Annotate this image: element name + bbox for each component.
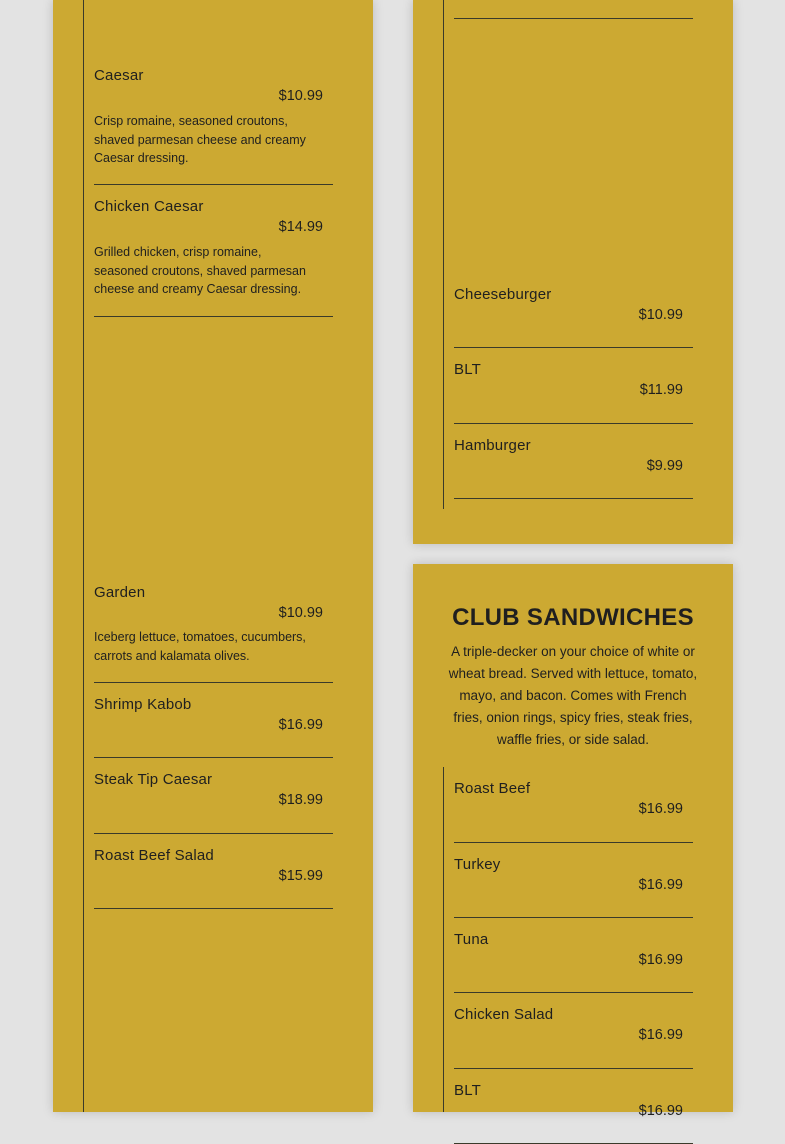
item-price: $16.99	[638, 801, 683, 817]
item-name: Turkey	[454, 856, 501, 873]
section-description: A triple-decker on your choice of white or wheat bread. Served with lettuce, tomato, mayo, and bacon. Comes with French fries, onion rings, spicy fries, steak fries, waffle fries, or side salad.	[448, 644, 698, 747]
item-price: $9.99	[646, 458, 683, 474]
menu-item	[454, 361, 693, 424]
item-name: Tuna	[454, 931, 489, 948]
menu-item	[94, 696, 333, 758]
item-price: $16.99	[278, 717, 323, 733]
burgers-card	[413, 0, 733, 544]
item-price: $16.99	[638, 877, 683, 893]
menu-item	[454, 1082, 693, 1144]
menu-item	[454, 437, 693, 499]
item-price: $10.99	[278, 605, 323, 621]
item-description: Iceberg lettuce, tomatoes, cucumbers, carrots and kalamata olives.	[94, 630, 306, 663]
item-price: $10.99	[278, 88, 323, 104]
menu-item	[454, 856, 693, 918]
item-name: Garden	[94, 584, 146, 601]
salads-divider-line	[83, 0, 84, 1112]
item-price: $15.99	[278, 868, 323, 884]
salads-card	[53, 0, 373, 1112]
burgers-divider-line	[443, 0, 444, 509]
item-price: $10.99	[638, 307, 683, 323]
item-name: BLT	[454, 361, 481, 378]
item-price: $11.99	[639, 382, 683, 398]
item-name: Roast Beef	[454, 780, 531, 797]
menu-item	[454, 780, 693, 843]
item-name: Caesar	[94, 67, 144, 84]
item-name: Steak Tip Caesar	[94, 771, 213, 788]
menu-item	[94, 847, 333, 909]
item-name: Hamburger	[454, 437, 531, 454]
menu-item	[94, 771, 333, 834]
top-rule	[454, 18, 693, 19]
item-price: $16.99	[638, 1027, 683, 1043]
item-price: $14.99	[278, 219, 323, 235]
item-price: $16.99	[638, 952, 683, 968]
section-title: CLUB SANDWICHES	[452, 604, 694, 631]
item-price: $18.99	[278, 792, 323, 808]
item-description: Grilled chicken, crisp romaine, seasoned croutons, shaved parmesan cheese and creamy Caesar dressing.	[94, 245, 306, 296]
item-name: Cheeseburger	[454, 286, 552, 303]
item-price: $16.99	[638, 1103, 683, 1119]
club-sandwiches-card	[413, 564, 733, 1119]
menu-item	[454, 286, 693, 348]
menu-item	[454, 1006, 693, 1069]
item-name: Shrimp Kabob	[94, 696, 192, 713]
club-divider-line	[443, 767, 444, 1112]
item-name: Roast Beef Salad	[94, 847, 214, 864]
menu-item	[94, 198, 333, 317]
item-name: Chicken Caesar	[94, 198, 204, 215]
item-description: Crisp romaine, seasoned croutons, shaved parmesan cheese and creamy Caesar dressing.	[94, 114, 306, 165]
menu-item	[94, 584, 333, 683]
item-name: Chicken Salad	[454, 1006, 554, 1023]
item-name: BLT	[454, 1082, 481, 1099]
menu-item	[454, 931, 693, 993]
menu-item	[94, 67, 333, 185]
